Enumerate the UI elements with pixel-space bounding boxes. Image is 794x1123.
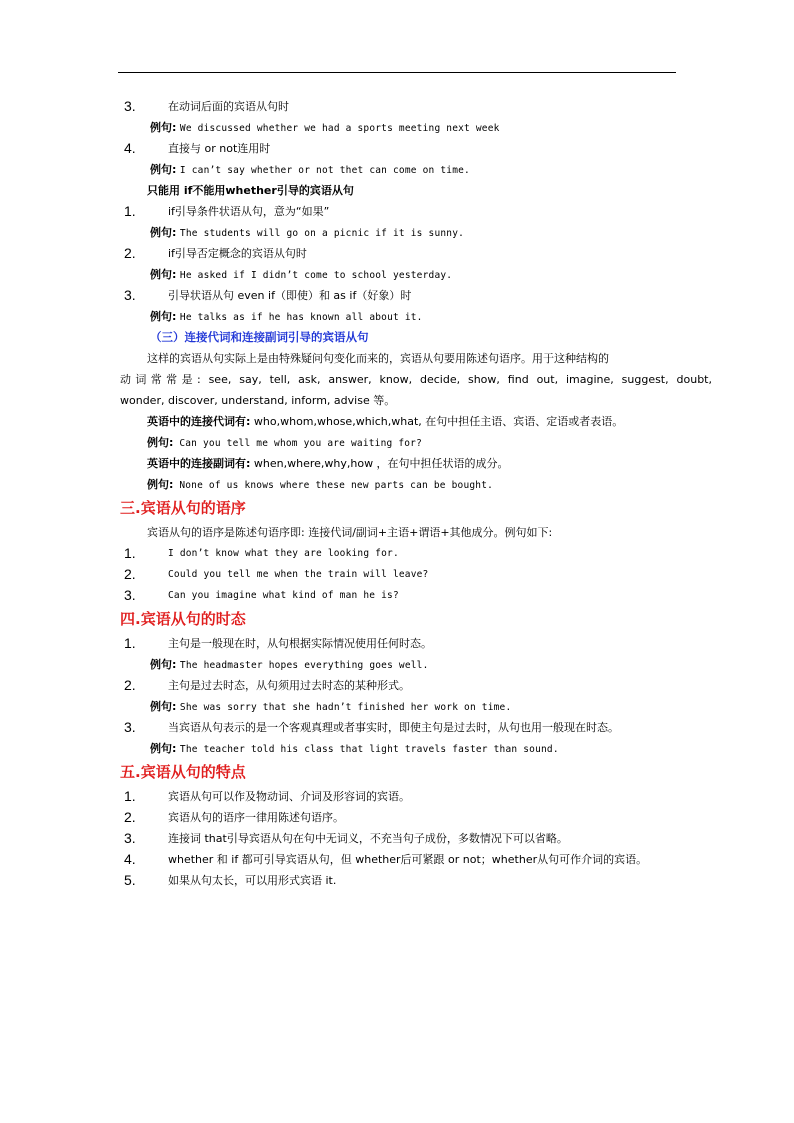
list-number: 1. [124, 788, 136, 804]
list-item [0, 243, 794, 264]
example-text: Can you tell me whom you are waiting for? [173, 438, 423, 449]
features-heading: 五.宾语从句的特点 [120, 763, 246, 781]
example-line [0, 738, 794, 759]
list-text: 引导状语从句 even if（即使）和 as if（好象）时 [168, 289, 412, 302]
list-text: 主句是一般现在时，从句根据实际情况使用任何时态。 [168, 637, 432, 650]
subsection-heading [0, 180, 794, 201]
list-item [0, 870, 794, 891]
example-line [0, 654, 794, 675]
example-text: None of us knows where these new parts can be bought. [173, 480, 494, 491]
paragraph-line [0, 522, 794, 543]
example-label: 例句: [150, 268, 177, 281]
adverb-label: 英语中的连接副词有: [147, 457, 251, 470]
example-text: The students will go on a picnic if it is sunny. [179, 228, 465, 239]
example-label: 例句: [150, 310, 177, 323]
list-text: whether 和 if 都可引导宾语从句，但 whether后可紧跟 or not；whether从句可作介词的宾语。 [168, 853, 648, 866]
list-item [0, 585, 794, 606]
section-heading [0, 606, 794, 633]
list-item [0, 138, 794, 159]
example-text: She was sorry that she hadn’t finished her work on time. [179, 702, 512, 713]
list-number: 5. [124, 872, 136, 888]
list-text: 宾语从句可以作及物动词、介词及形容词的宾语。 [168, 790, 410, 803]
example-label: 例句: [147, 436, 174, 449]
list-number: 1. [124, 635, 136, 651]
example-line [0, 474, 794, 495]
paragraph-text: 这样的宾语从句实际上是由特殊疑问句变化而来的，宾语从句要用陈述句语序。用于这种结构的 [147, 352, 609, 365]
list-text: I don’t know what they are looking for. [168, 548, 399, 559]
pronoun-text: who,whom,whose,which,what, 在句中担任主语、宾语、定语或者表语。 [250, 415, 624, 428]
example-label: 例句: [150, 121, 177, 134]
paragraph-line [0, 348, 794, 369]
list-item [0, 285, 794, 306]
list-text: 直接与 or not连用时 [168, 142, 271, 155]
list-text: 主句是过去时态，从句须用过去时态的某种形式。 [168, 679, 410, 692]
list-item [0, 849, 794, 870]
list-number: 2. [124, 566, 136, 582]
example-label: 例句: [150, 163, 177, 176]
word-order-heading: 三.宾语从句的语序 [120, 499, 246, 517]
list-item [0, 633, 794, 654]
paragraph-text: 宾语从句的语序是陈述句语序即: 连接代词/副词+主语+谓语+其他成分。例句如下: [147, 526, 553, 539]
list-text: Could you tell me when the train will leave? [168, 569, 429, 580]
example-label: 例句: [150, 658, 177, 671]
list-number: 3. [124, 719, 136, 735]
paragraph-text: 动词常常是: see, say, tell, ask, answer, know, decide, show, find out, imagine, suggest, doubt, [120, 373, 712, 386]
definition-line [0, 411, 794, 432]
example-line [0, 264, 794, 285]
list-number: 1. [124, 545, 136, 561]
example-label: 例句: [147, 478, 174, 491]
adverb-text: when,where,why,how ，在句中担任状语的成分。 [250, 457, 509, 470]
example-text: We discussed whether we had a sports meeting next week [179, 123, 500, 134]
list-item [0, 543, 794, 564]
list-number: 1. [124, 203, 136, 219]
example-line [0, 159, 794, 180]
list-item [0, 675, 794, 696]
example-text: He talks as if he has known all about it. [179, 312, 423, 323]
example-label: 例句: [150, 700, 177, 713]
example-text: He asked if I didn’t come to school yesterday. [179, 270, 453, 281]
list-item [0, 807, 794, 828]
list-number: 3. [124, 98, 136, 114]
list-item [0, 201, 794, 222]
list-number: 3. [124, 587, 136, 603]
example-line [0, 696, 794, 717]
list-number: 2. [124, 809, 136, 825]
if-only-heading: 只能用 if不能用whether引导的宾语从句 [147, 184, 354, 197]
example-label: 例句: [150, 742, 177, 755]
header-rule [118, 72, 676, 73]
subsection-heading [0, 327, 794, 348]
example-line [0, 222, 794, 243]
list-item [0, 96, 794, 117]
paragraph-line [0, 390, 794, 411]
list-text: if引导条件状语从句，意为“如果” [168, 205, 330, 218]
paragraph-line [0, 369, 794, 390]
list-text: 在动词后面的宾语从句时 [168, 100, 289, 113]
definition-line [0, 453, 794, 474]
pronoun-label: 英语中的连接代词有: [147, 415, 251, 428]
list-text: 宾语从句的语序一律用陈述句语序。 [168, 811, 344, 824]
document-body [0, 96, 794, 891]
section-heading [0, 495, 794, 522]
list-text: if引导否定概念的宾语从句时 [168, 247, 307, 260]
list-number: 2. [124, 677, 136, 693]
list-text: 当宾语从句表示的是一个客观真理或者事实时，即使主句是过去时，从句也用一般现在时态。 [168, 721, 619, 734]
list-text: Can you imagine what kind of man he is? [168, 590, 399, 601]
list-number: 2. [124, 245, 136, 261]
section-heading [0, 759, 794, 786]
example-text: I can’t say whether or not thet can come on time. [179, 165, 470, 176]
list-number: 3. [124, 287, 136, 303]
list-text: 如果从句太长，可以用形式宾语 it. [168, 874, 337, 887]
connective-heading: （三）连接代词和连接副词引导的宾语从句 [150, 330, 369, 344]
list-item [0, 828, 794, 849]
list-item [0, 564, 794, 585]
example-line [0, 117, 794, 138]
list-text: 连接词 that引导宾语从句在句中无词义，不充当句子成份，多数情况下可以省略。 [168, 832, 568, 845]
paragraph-text: wonder, discover, understand, inform, advise 等。 [120, 394, 396, 407]
example-line [0, 432, 794, 453]
example-text: The headmaster hopes everything goes well. [179, 660, 429, 671]
list-number: 4. [124, 851, 136, 867]
example-text: The teacher told his class that light travels faster than sound. [179, 744, 559, 755]
list-item [0, 786, 794, 807]
list-item [0, 717, 794, 738]
example-label: 例句: [150, 226, 177, 239]
list-number: 4. [124, 140, 136, 156]
tense-heading: 四.宾语从句的时态 [120, 610, 246, 628]
example-line [0, 306, 794, 327]
list-number: 3. [124, 830, 136, 846]
